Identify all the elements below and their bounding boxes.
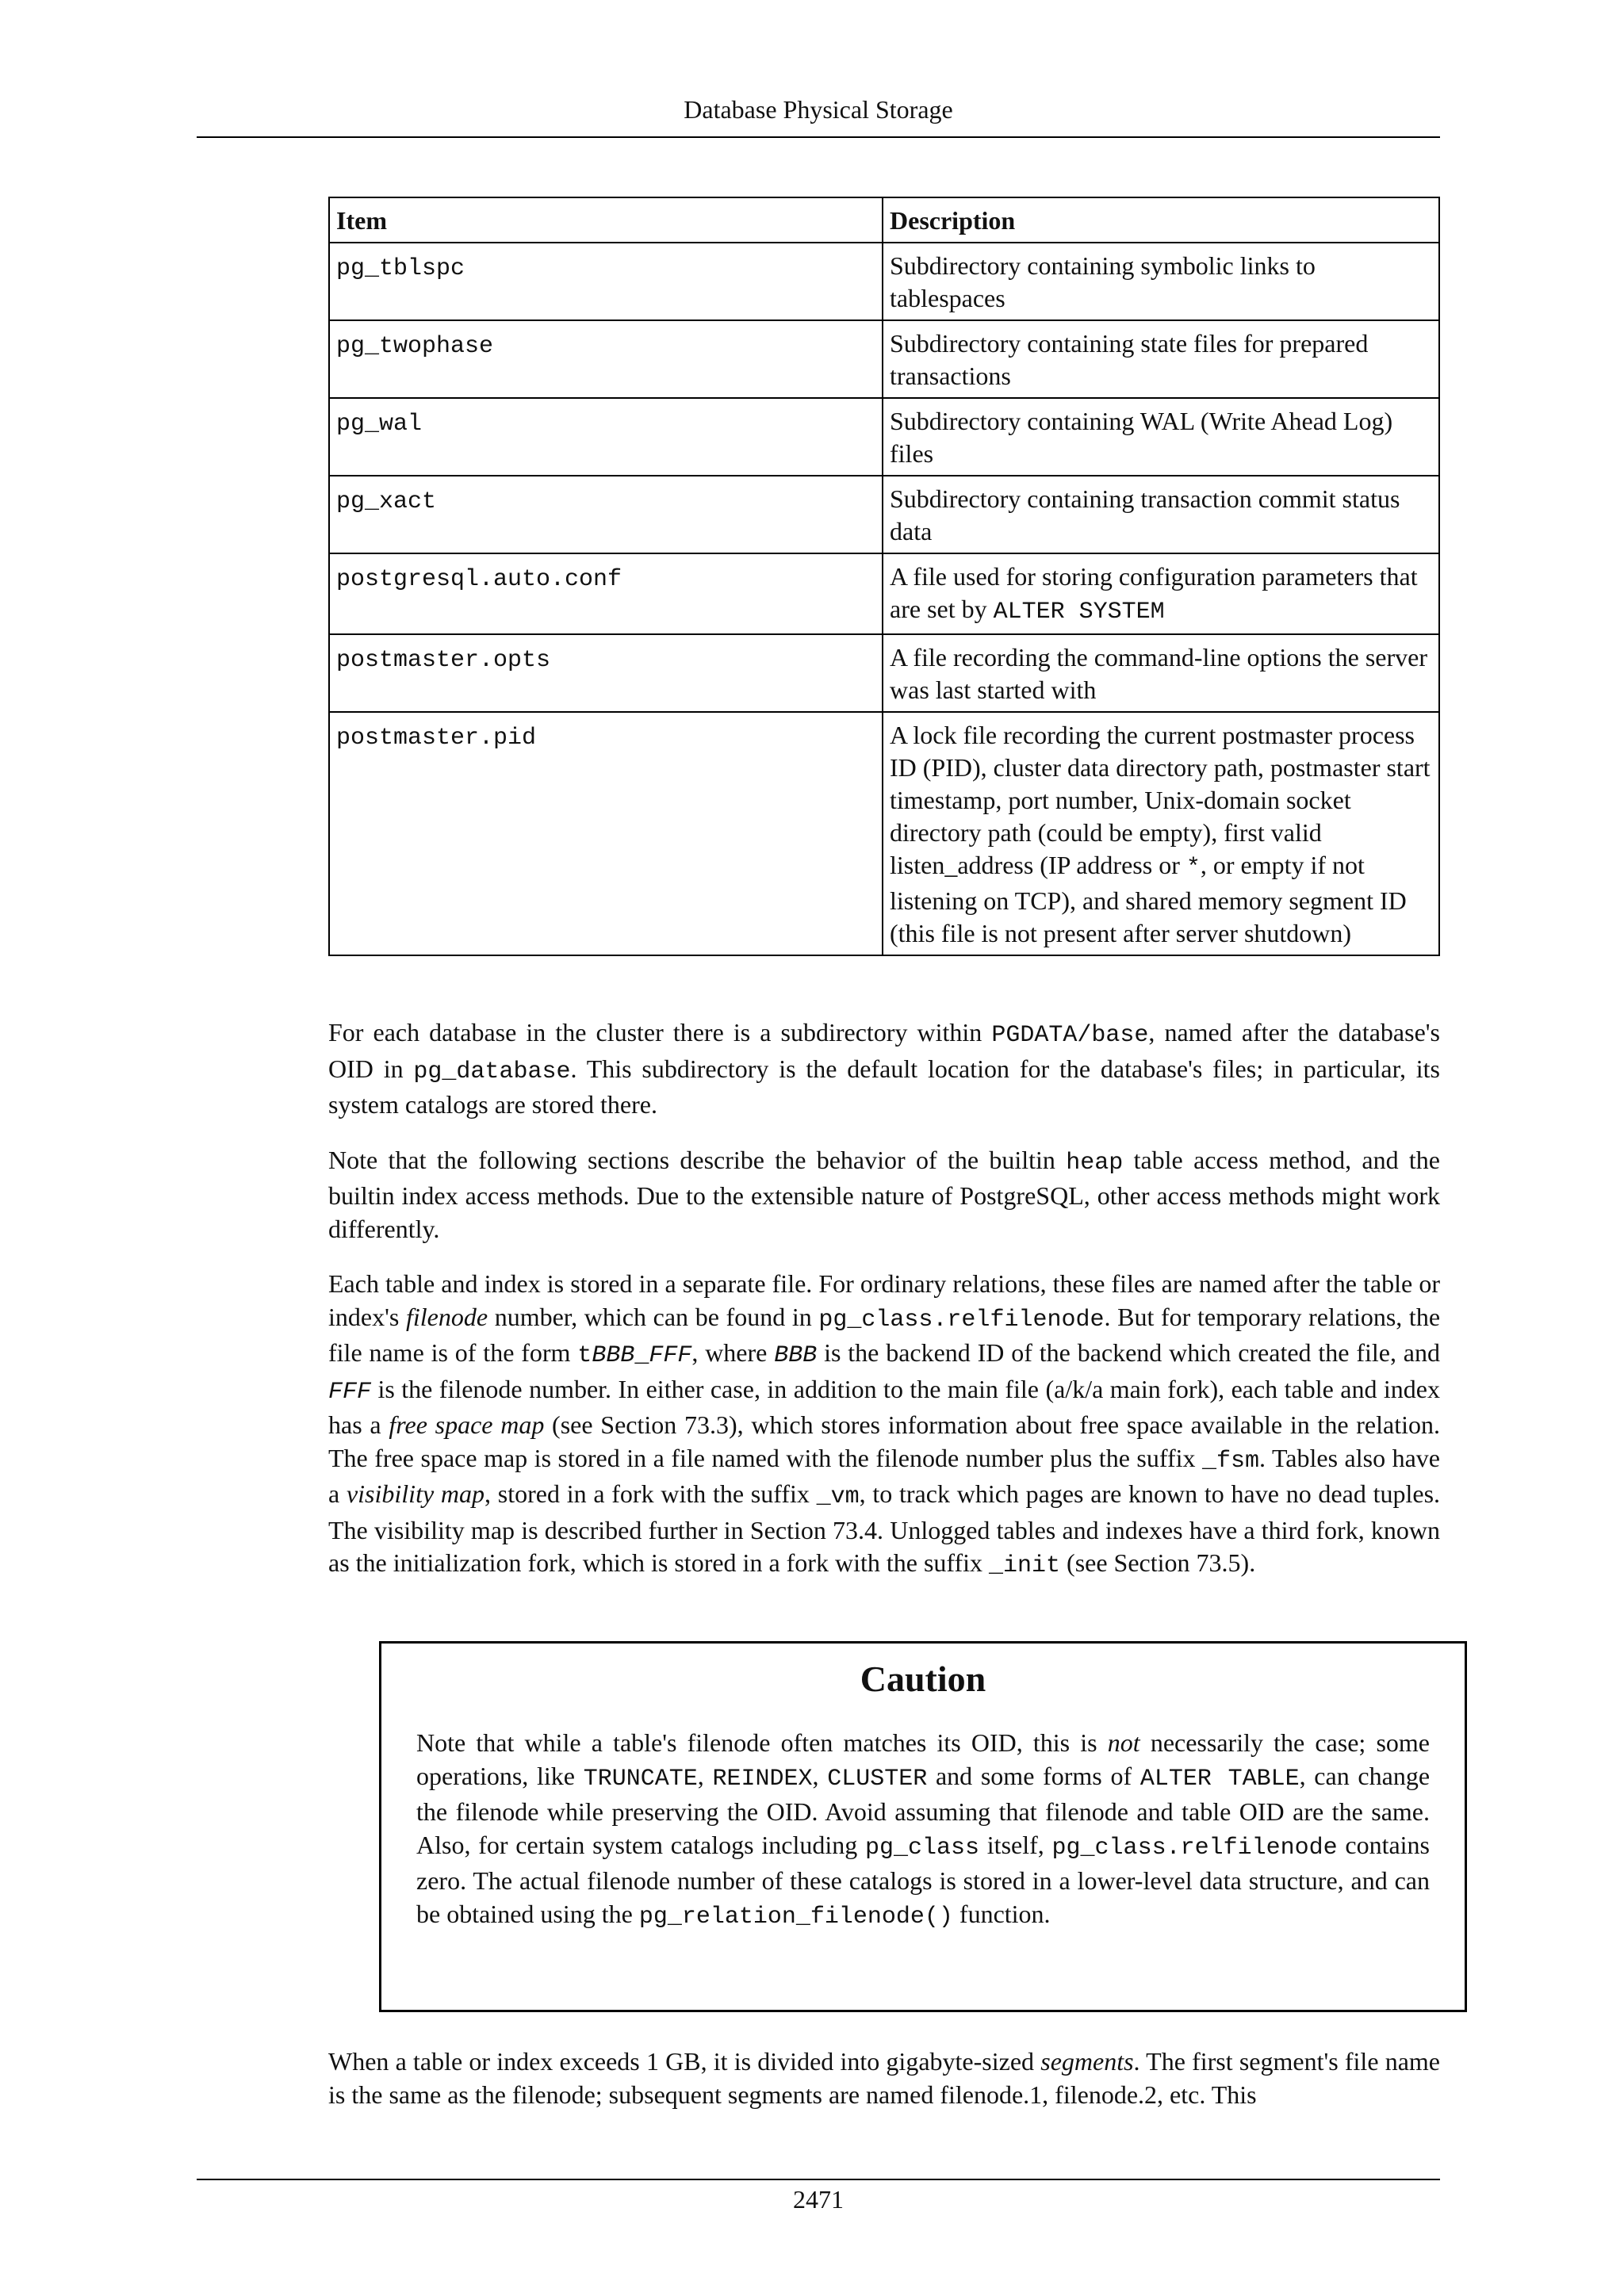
item-name: pg_tblspc [336,255,465,282]
table-row [329,320,1439,398]
caution-title: Caution [860,1659,986,1699]
item-name: pg_xact [336,488,437,515]
item-cell [329,320,883,398]
body-text-lower [328,2045,1440,2133]
item-cell [329,398,883,476]
item-cell [329,634,883,712]
paragraph-access-methods: Note that the following sections describe the behavior of the builtin heap table access method, and the builtin index access methods. Due to the extensible nature of PostgreSQL, other access methods might work differently. [328,1145,1441,1243]
description-cell: A file used for storing configuration parameters that are set by ALTER SYSTEM [883,553,1439,634]
item-name: pg_wal [336,411,423,438]
item-name: postmaster.pid [336,725,537,752]
pgdata-contents-table [328,197,1440,956]
table-row [329,712,1439,955]
body-text-upper [328,1016,1440,1605]
table-header-row [329,197,1439,243]
item-name: postgresql.auto.conf [336,566,622,593]
description-cell: A file recording the command-line options the server was last started with [883,634,1439,712]
paragraph-database-subdirectory: For each database in the cluster there is a subdirectory within PGDATA/base, named after the database's OID in pg_database. This subdirectory is the default location for the database's files; in particular, its system catalogs are stored there. [328,1018,1441,1119]
footer-rule [197,2179,1440,2180]
column-header-description: Description [883,197,1439,243]
paragraph-segments: When a table or index exceeds 1 GB, it is divided into gigabyte-sized segments. The first segment's file name is the same as the filenode; subsequent segments are named filenode.1, filenode.2, etc. This [328,2047,1441,2109]
running-header: Database Physical Storage [684,95,953,124]
item-cell [329,712,883,955]
description-cell: Subdirectory containing transaction commit status data [883,476,1439,553]
inline-code: * [1185,855,1201,882]
column-header-item: Item [329,197,883,243]
item-cell [329,243,883,320]
page-number: 2471 [793,2185,844,2214]
paragraph-file-naming: Each table and index is stored in a separate file. For ordinary relations, these files are named after the table or index's filenode number, which can be found in pg_class.relfilenode. But for temporary relations, the file name is of the form tBBB_FFF, where BBB is the backend ID of the backend which created the file, and FFF is the filenode number. In either case, in addition to the main file (a/k/a main fork), each table and index has a free space map (see Section 73.3), which stores information about free space available in the relation. The free space map is stored in a file named with the filenode number plus the suffix _fsm. Tables also have a visibility map, stored in a fork with the suffix _vm, to track which pages are known to have no dead tuples. The visibility map is described further in Section 73.4. Unlogged tables and indexes have a third fork, known as the initialization fork, which is stored in a fork with the suffix _init (see Section 73.5). [328,1269,1441,1579]
table-row [329,476,1439,553]
caution-box [379,1641,1467,2012]
description-cell: A lock file recording the current postmaster process ID (PID), cluster data directory path, postmaster start timestamp, port number, Unix-domain socket directory path (could be empty), first valid listen_address (IP address or *, or empty if not listening on TCP), and shared memory segment ID (this file is not present after server shutdown) [883,712,1439,955]
item-name: pg_twophase [336,333,494,360]
description-cell: Subdirectory containing WAL (Write Ahead Log) files [883,398,1439,476]
table-row [329,553,1439,634]
description-cell: Subdirectory containing state files for prepared transactions [883,320,1439,398]
caution-text: Note that while a table's filenode often matches its OID, this is not necessarily the case; some operations, like TRUNCATE, REINDEX, CLUSTER and some forms of ALTER TABLE, can change the filenode while preserving the OID. Avoid assuming that filenode and table OID are the same. Also, for certain system catalogs including pg_class itself, pg_class.relfilenode contains zero. The actual filenode number of these catalogs is stored in a lower-level data structure, and can be obtained using the pg_relation_filenode() function. [416,1728,1431,1931]
table-row [329,243,1439,320]
header-rule [197,136,1440,138]
table-row [329,634,1439,712]
inline-code: ALTER SYSTEM [993,599,1165,626]
item-name: postmaster.opts [336,647,551,674]
table-row [329,398,1439,476]
description-cell: Subdirectory containing symbolic links to tablespaces [883,243,1439,320]
item-cell [329,553,883,634]
item-cell [329,476,883,553]
